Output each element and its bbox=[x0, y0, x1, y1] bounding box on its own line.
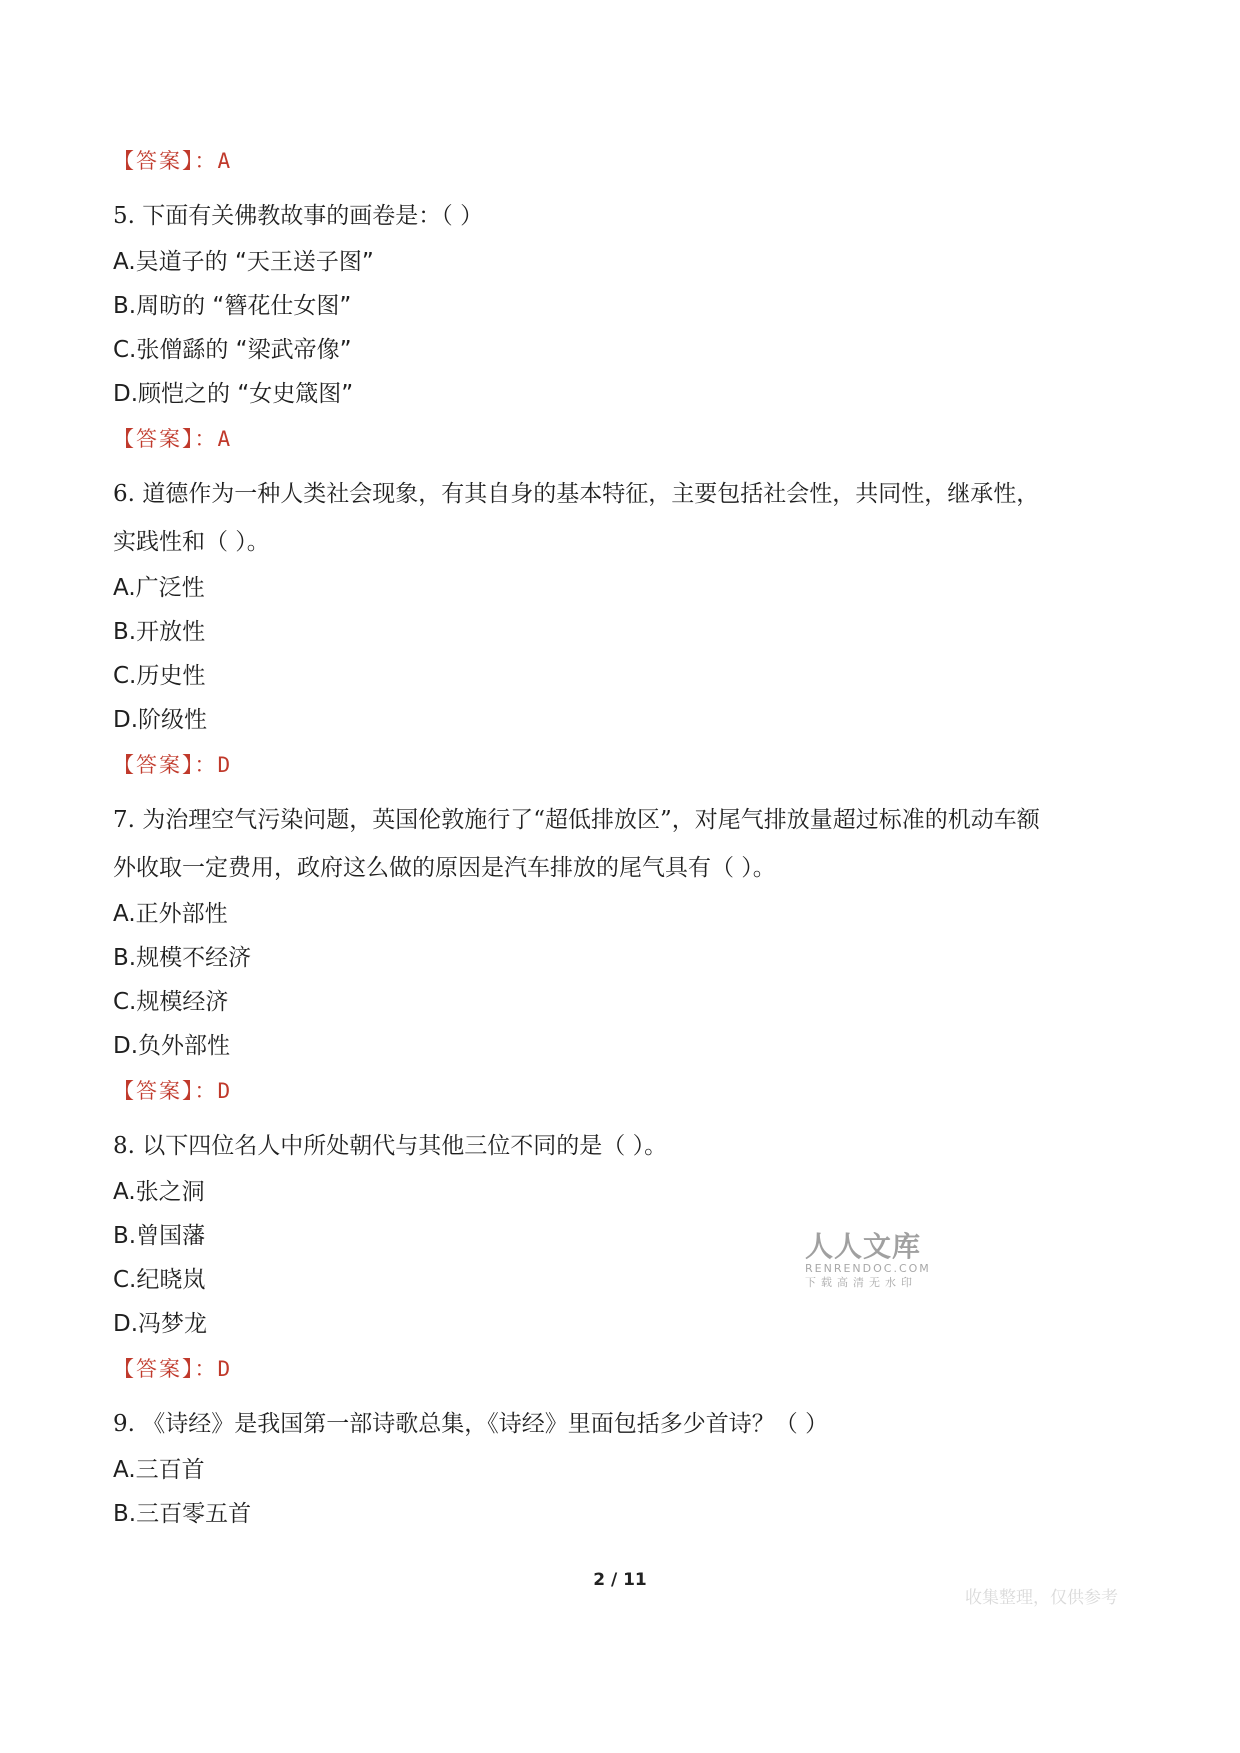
answer-label: 【答案】： bbox=[113, 1079, 218, 1103]
question-5 bbox=[113, 192, 1133, 454]
answer-line bbox=[113, 750, 1133, 780]
option-b: B.规模不经济 bbox=[113, 945, 252, 971]
watermark-subtitle: 下载高清无水印 bbox=[805, 1276, 917, 1289]
question-6 bbox=[113, 470, 1133, 780]
answer-label: 【答案】： bbox=[113, 427, 218, 451]
option-b: B.曾国藩 bbox=[113, 1223, 206, 1249]
question-title-line-2: 实践性和（ ）。 bbox=[113, 529, 270, 555]
question-list bbox=[113, 146, 1133, 1536]
answer-label: 【答案】： bbox=[113, 149, 218, 173]
option-c: C.纪晓岚 bbox=[113, 1267, 206, 1293]
question-9 bbox=[113, 1400, 1133, 1536]
option-a: A.张之洞 bbox=[113, 1179, 205, 1205]
option-c: C.历史性 bbox=[113, 663, 206, 689]
answer-letter: D bbox=[217, 753, 233, 777]
question-7 bbox=[113, 796, 1133, 1106]
question-title-line-1: 7. 为治理空气污染问题，英国伦敦施行了“超低排放区”，对尾气排放量超过标准的机动车额 bbox=[113, 807, 1040, 833]
option-b: B.开放性 bbox=[113, 619, 206, 645]
option-d: D.阶级性 bbox=[113, 707, 208, 733]
option-a: A.广泛性 bbox=[113, 575, 205, 601]
option-d: D.顾恺之的 “女史箴图” bbox=[113, 381, 354, 407]
answer-letter: D bbox=[217, 1357, 233, 1381]
answer-line bbox=[113, 424, 1133, 454]
watermark-domain: RENRENDOC.COM bbox=[805, 1262, 931, 1275]
watermark-title: 人人文库 bbox=[805, 1230, 922, 1263]
option-a: A.吴道子的 “天王送子图” bbox=[113, 249, 374, 275]
answer-letter: A bbox=[217, 427, 233, 451]
answer-letter: D bbox=[217, 1079, 233, 1103]
option-a: A.正外部性 bbox=[113, 901, 228, 927]
question-title: 9. 《诗经》是我国第一部诗歌总集，《诗经》里面包括多少首诗？（ ） bbox=[113, 1411, 829, 1437]
question-title: 5. 下面有关佛教故事的画卷是：（ ） bbox=[113, 203, 484, 229]
question-title-line-2: 外收取一定费用，政府这么做的原因是汽车排放的尾气具有（ ）。 bbox=[113, 855, 776, 881]
answer-line bbox=[113, 1076, 1133, 1106]
option-c: C.张僧繇的 “梁武帝像” bbox=[113, 337, 352, 363]
answer-label: 【答案】： bbox=[113, 1357, 218, 1381]
option-d: D.冯梦龙 bbox=[113, 1311, 208, 1337]
question-title: 8. 以下四位名人中所处朝代与其他三位不同的是（ ）。 bbox=[113, 1133, 668, 1159]
option-c: C.规模经济 bbox=[113, 989, 229, 1015]
answer-letter: A bbox=[217, 149, 233, 173]
answer-line bbox=[113, 146, 1133, 176]
answer-line bbox=[113, 1354, 1133, 1384]
watermark-logo bbox=[805, 1232, 935, 1290]
question-8 bbox=[113, 1122, 1133, 1384]
option-d: D.负外部性 bbox=[113, 1033, 231, 1059]
question-title-line-1: 6. 道德作为一种人类社会现象，有其自身的基本特征，主要包括社会性，共同性，继承性， bbox=[113, 481, 1040, 507]
option-b: B.周昉的 “簪花仕女图” bbox=[113, 293, 352, 319]
page-number: 2 / 11 bbox=[593, 1570, 647, 1590]
option-a: A.三百首 bbox=[113, 1457, 205, 1483]
footer-note: 收集整理，仅供参考 bbox=[965, 1588, 1118, 1608]
option-b: B.三百零五首 bbox=[113, 1501, 252, 1527]
answer-label: 【答案】： bbox=[113, 753, 218, 777]
